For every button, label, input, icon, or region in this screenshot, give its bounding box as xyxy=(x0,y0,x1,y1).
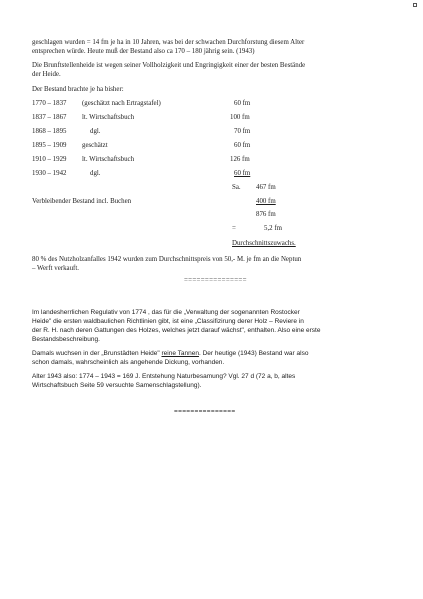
para4-line1: Im landesherrlichen Regulativ von 1774 , das für die „Verwaltung der sogenannten Rostocker xyxy=(32,309,300,316)
table-row-3-period: 1868 – 1895 xyxy=(32,128,67,135)
sum-value: 467 fm xyxy=(256,184,276,191)
equals-sign: = xyxy=(232,225,236,232)
table-row-5-value: 126 fm xyxy=(230,156,250,163)
para5-line2: schon damals, wahrscheinlich als angehende Dickung, vorhanden. xyxy=(32,359,225,366)
table-row-1-note: (geschätzt nach Ertragstafel) xyxy=(82,100,161,107)
separator-2: =============== xyxy=(174,408,236,415)
average-value: 5,2 fm xyxy=(264,225,282,232)
total-value: 876 fm xyxy=(256,211,276,218)
para2-line2: der Heide. xyxy=(32,71,61,78)
para4-line4: Bestandsbeschreibung. xyxy=(32,336,100,343)
table-intro: Der Bestand brachte je ha bisher: xyxy=(32,86,124,93)
table-row-6-note: dgl. xyxy=(90,170,101,177)
table-row-2-period: 1837 – 1867 xyxy=(32,114,67,121)
table-row-4-value: 60 fm xyxy=(234,142,251,149)
para1-line1: geschlagen wurden = 14 fm je ha in 10 Jahren, was bei der schwachen Durchforstung diesem Alter xyxy=(32,39,305,46)
para4-line2: Heide" die ersten waldbaulichen Richtlinien gibt, ist eine „Classifizirung derer Holz – Reviere in xyxy=(32,318,304,325)
remaining-label: Verbleibender Bestand incl. Buchen xyxy=(32,198,132,205)
para6-line1: Alter 1943 also: 1774 – 1943 = 169 J. Entstehung Naturbesamung? Vgl. 27 d (72 a, b, altes xyxy=(32,373,296,380)
table-row-4-note: geschätzt xyxy=(82,142,108,149)
table-row-3-value: 70 fm xyxy=(234,128,251,135)
table-row-2-note: lt. Wirtschaftsbuch xyxy=(82,114,135,121)
table-row-1-value: 60 fm xyxy=(234,100,251,107)
para3-line1: 80 % des Nutzholzanfalles 1942 wurden zum Durchschnittspreis von 50,- M. je fm an die Neptun xyxy=(32,256,302,263)
table-row-6-period: 1930 – 1942 xyxy=(32,170,67,177)
para4-line3: der R. H. nach deren Gattungen des Holzes, welches jetzt darauf wächst", enthalten. Also eine erste xyxy=(32,327,321,334)
para5-line1-end: . Der heutige (1943) Bestand war also xyxy=(198,350,309,357)
para5-line1-start: Damals wuchsen in der „Brunstädten Heide" xyxy=(32,350,162,357)
table-row-3-note: dgl. xyxy=(90,128,101,135)
para2-line1: Die Brunftstellenheide ist wegen seiner Vollholzigkeit und Engringigkeit einer der besten Bestände xyxy=(32,62,306,69)
table-row-2-value: 100 fm xyxy=(230,114,250,121)
para6-line2: Wirtschaftsbuch Seite 59 versuchte Samenschlagstellung). xyxy=(32,382,202,389)
remaining-value: 400 fm xyxy=(256,198,276,205)
para3-line2: – Werft verkauft. xyxy=(32,265,79,272)
table-row-1-period: 1770 – 1837 xyxy=(32,100,67,107)
separator-1: =============== xyxy=(184,277,247,284)
table-row-5-period: 1910 – 1929 xyxy=(32,156,67,163)
average-label: Durchschnittszuwachs. xyxy=(232,240,296,247)
table-row-4-period: 1895 – 1909 xyxy=(32,142,67,149)
para5-line1 xyxy=(32,350,308,358)
corner-mark xyxy=(413,3,417,7)
table-row-5-note: lt. Wirtschaftsbuch xyxy=(82,156,135,163)
para1-line2: entsprechen würde. Heute muß der Bestand also ca 170 – 180 jährig sein. (1943) xyxy=(32,48,255,55)
sum-label: Sa. xyxy=(232,184,241,191)
para5-underlined: reine Tannen xyxy=(161,350,199,357)
table-row-6-value: 60 fm xyxy=(234,170,251,177)
